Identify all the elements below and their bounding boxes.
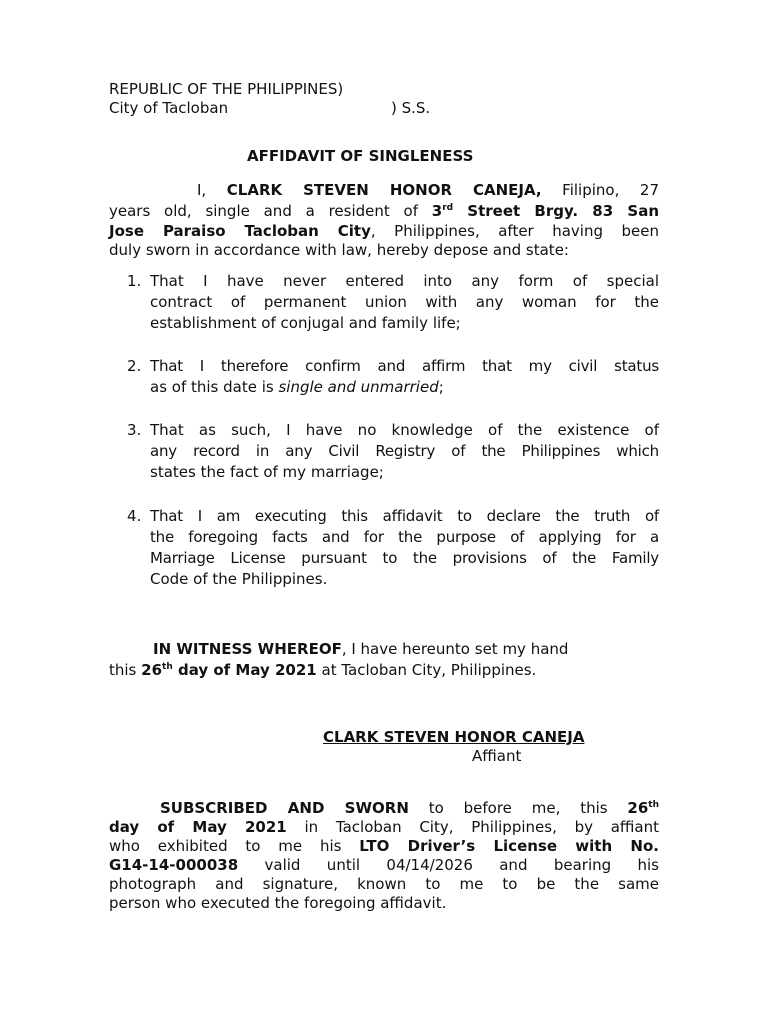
item-4-line-2: the foregoing facts and for the purpose of applying for a [150,528,659,546]
item-3-line-3: states the fact of my marriage; [150,463,384,481]
civil-status: single and unmarried [278,378,439,396]
license-number: G14-14-000038 [109,856,239,874]
affiant-name-intro: CLARK STEVEN HONOR CANEJA, [226,181,542,199]
item-1-line-3: establishment of conjugal and family life; [150,314,461,332]
jurat-line-3: who exhibited to me his LTO Driver’s License with No. [109,837,659,855]
item-3-line-1: That as such, I have no knowledge of the existence of [150,421,659,439]
intro-line-2: years old, single and a resident of 3rd Street Brgy. 83 San [109,202,659,220]
witness-line-2: this 26th day of May 2021 at Tacloban City, Philippines. [109,661,537,679]
item-1-line-1: That I have never entered into any form of special [150,272,659,290]
item-1-number: 1. [127,272,142,290]
jurat-line-5: photograph and signature, known to me to be the same [109,875,659,893]
item-4-number: 4. [127,507,142,525]
item-2-line-2: as of this date is single and unmarried; [150,378,444,396]
address-city: Jose Paraiso Tacloban City [109,222,371,240]
jurat-line-4: G14-14-000038 valid until 04/14/2026 and bearing his [109,856,659,874]
intro-line-1: I, CLARK STEVEN HONOR CANEJA, Filipino, 27 [197,181,660,199]
item-4-line-4: Code of the Philippines. [150,570,328,588]
venue-line-1 [109,79,343,99]
jurat-line-2: day of May 2021 in Tacloban City, Philippines, by affiant [109,818,659,836]
venue-line-2 [109,98,228,118]
venue-republic: REPUBLIC OF THE PHILIPPINES) [109,80,344,98]
affiant-signature-name: CLARK STEVEN HONOR CANEJA [323,728,585,746]
intro-line-3: Jose Paraiso Tacloban City, Philippines, after having been [109,222,659,240]
item-3-number: 3. [127,421,142,439]
license-type: LTO Driver’s License with No. [359,837,659,855]
intro-line-4: duly sworn in accordance with law, hereby depose and state: [109,241,569,259]
jurat-line-1: SUBSCRIBED AND SWORN to before me, this 26th [160,799,659,817]
affiant-label: Affiant [472,747,522,765]
document-title: AFFIDAVIT OF SINGLENESS [247,147,474,165]
witness-line-1: IN WITNESS WHEREOF, I have hereunto set my hand [153,640,569,658]
item-2-number: 2. [127,357,142,375]
item-4-line-1: That I am executing this affidavit to declare the truth of [150,507,659,525]
item-1-line-2: contract of permanent union with any woman for the [150,293,659,311]
address-street: 3rd Street Brgy. 83 San [431,202,659,220]
venue-city: City of Tacloban [109,99,229,117]
venue-ss: ) S.S. [391,99,431,117]
item-2-line-1: That I therefore confirm and affirm that my civil status [150,357,659,375]
item-4-line-3: Marriage License pursuant to the provisions of the Family [150,549,659,567]
item-3-line-2: any record in any Civil Registry of the Philippines which [150,442,659,460]
execution-date: 26th day of May 2021 [141,661,317,679]
jurat-line-6: person who executed the foregoing affidavit. [109,894,447,912]
